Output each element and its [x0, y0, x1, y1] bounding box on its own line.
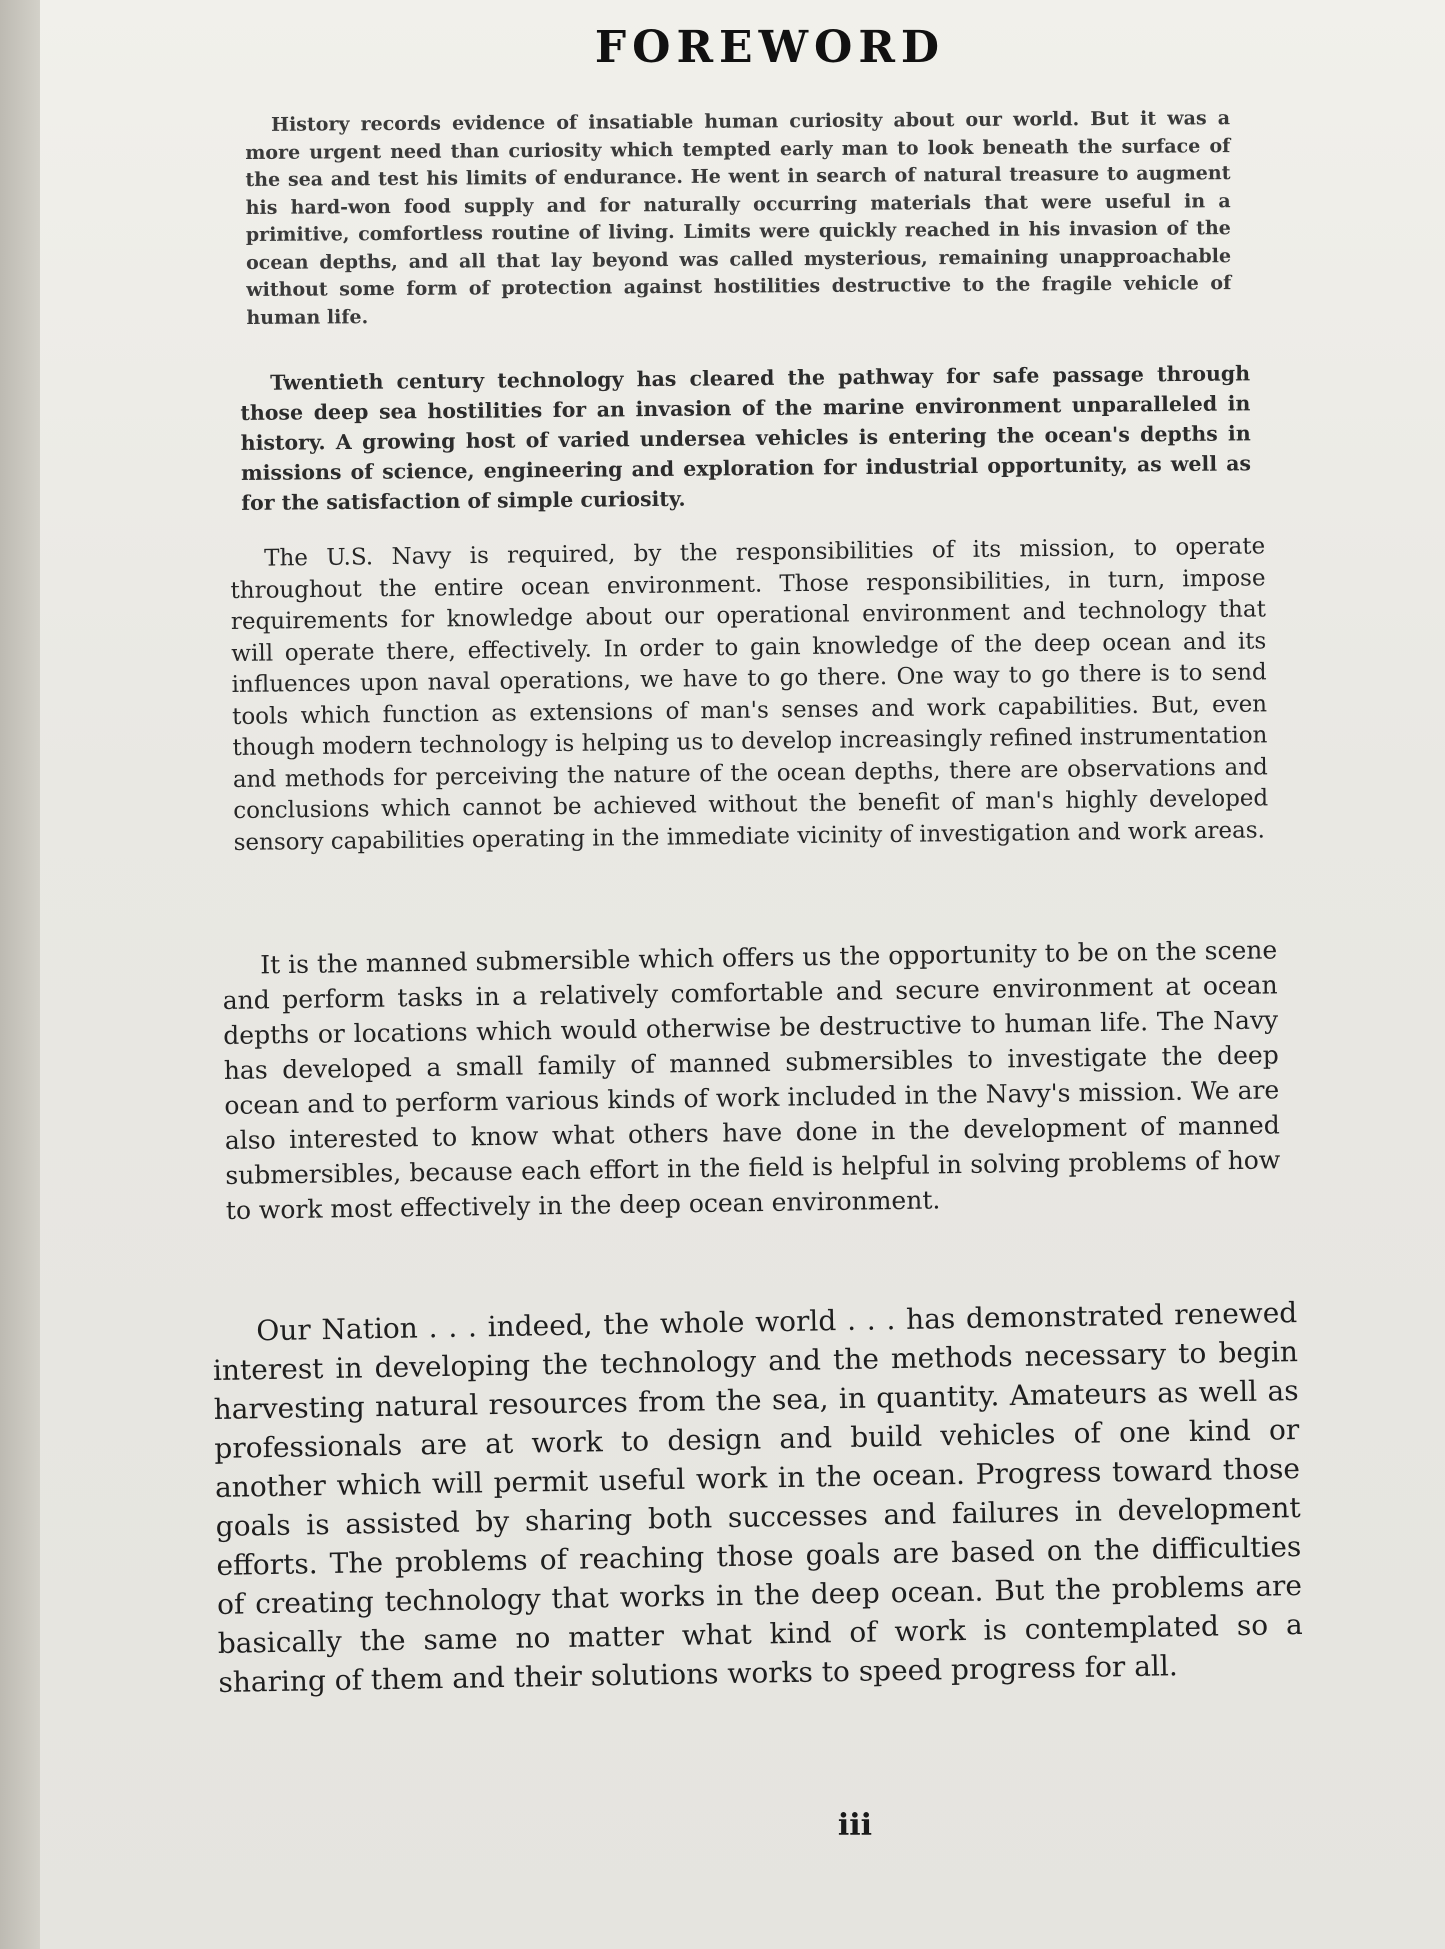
page-content [40, 0, 1445, 1949]
page-title: FOREWORD [594, 22, 946, 73]
paragraph-4: It is the manned submersible which offers us the opportunity to be on the scene and perform tasks in a relatively comfortable and secure environment at ocean depths or locations which would otherwise be destructive to human life. The Navy has developed a small family of manned submersibles to investigate the deep ocean and to perform various kinds of work included in the Navy's mission. We are also interested to know what others have done in the development of manned submersibles, because each effort in the field is helpful in solving problems of how to work most effectively in the deep ocean environment. [222, 935, 1281, 1225]
page-number: iii [837, 1808, 873, 1843]
book-page [40, 0, 1445, 1949]
paragraph-5: Our Nation . . . indeed, the whole world . . . has demonstrated renewed interest in developing the technology and the methods necessary to begin harvesting natural resources from the sea, in quantity. Amateurs as well as professionals are at work to design and build vehicles of one kind or another which will permit useful work in the ocean. Progress toward those goals is assisted by sharing both successes and failures in development efforts. The problems of reaching those goals are based on the difficulties of creating technology that works in the deep ocean. But the problems are basically the same no matter what kind of work is contemplated so a sharing of them and their solutions works to speed progress for all. [212, 1296, 1303, 1699]
paragraph-1: History records evidence of insatiable human curiosity about our world. But it was a more urgent need than curiosity which tempted early man to look beneath the surface of the sea and test his limits of endurance. He went in search of natural treasure to augment his hard-won food supply and for naturally occurring materials that were useful in a primitive, comfortless routine of living. Limits were quickly reached in his invasion of the ocean depths, and all that lay beyond was called mysterious, remaining unapproachable without some form of protection against hostilities destructive to the fragile vehicle of human life. [245, 107, 1232, 329]
paragraph-2: Twentieth century technology has cleared the pathway for safe passage through those deep sea hostilities for an invasion of the marine environment unparalleled in history. A growing host of varied undersea vehicles is entering the ocean's depths in missions of science, engineering and exploration for industrial opportunity, as well as for the satisfaction of simple curiosity. [240, 361, 1252, 515]
paragraph-3: The U.S. Navy is required, by the responsibilities of its mission, to operate throughout the entire ocean environment. Those responsibilities, in turn, impose requirements for knowledge about our operational environment and technology that will operate there, effectively. In order to gain knowledge of the deep ocean and its influences upon naval operations, we have to go there. One way to go there is to send tools which function as extensions of man's senses and work capabilities. But, even though modern technology is helping us to develop increasingly refined instrumentation and methods for perceiving the nature of the ocean depths, there are observations and conclusions which cannot be achieved without the benefit of man's highly developed sensory capabilities operating in the immediate vicinity of investigation and work areas. [230, 533, 1269, 856]
